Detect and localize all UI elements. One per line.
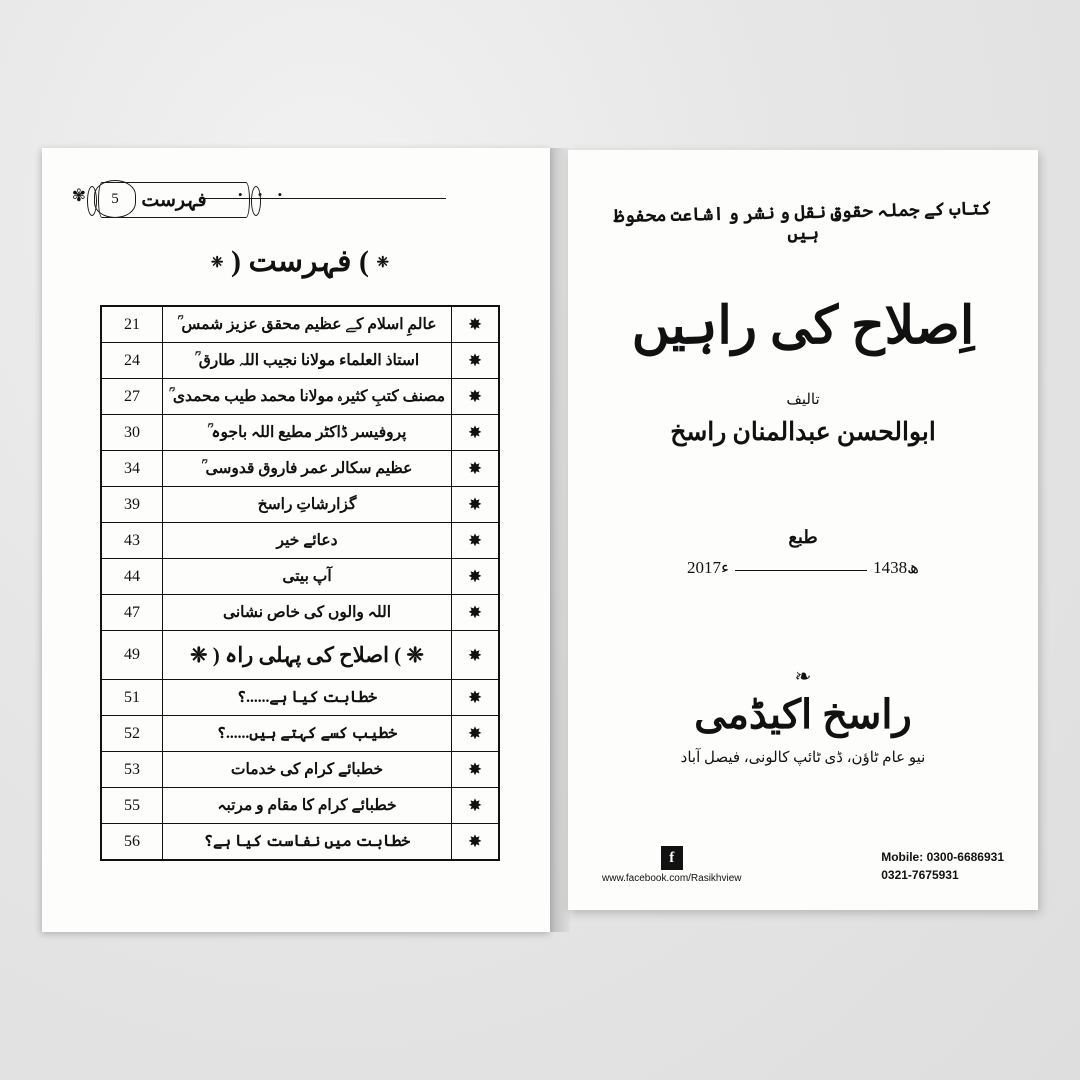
publisher-address: نیو عام ٹاؤن، ڈی ٹائپ کالونی، فیصل آباد [680, 750, 926, 766]
contents-title [88, 244, 512, 279]
toc-entry-page: 51 [101, 680, 163, 716]
toc-entry-title: استاذ العلماء مولانا نجیب اللہ طارق ؒ [163, 343, 452, 379]
facebook-block[interactable] [602, 846, 742, 884]
toc-entry-page: 27 [101, 379, 163, 415]
title-ornament-right-icon: ❈ [376, 255, 390, 271]
bullet-star-icon: ✸ [452, 451, 500, 487]
bullet-star-icon: ✸ [452, 523, 500, 559]
toc-entry-title: خطبائے کرام کا مقام و مرتبہ [163, 788, 452, 824]
right-page-title [568, 150, 1038, 910]
table-row [101, 752, 499, 788]
table-row [101, 523, 499, 559]
table-row [101, 716, 499, 752]
toc-entry-page: 55 [101, 788, 163, 824]
book-gutter [550, 148, 570, 932]
book-spread [42, 148, 1038, 932]
table-row [101, 595, 499, 631]
page-number: 5 [94, 180, 136, 218]
toc-entry-title: اللہ والوں کی خاص نشانی [163, 595, 452, 631]
bullet-star-icon: ✸ [452, 343, 500, 379]
bullet-star-icon: ✸ [452, 559, 500, 595]
table-row [101, 788, 499, 824]
title-open-paren: ) [359, 245, 370, 278]
bullet-star-icon: ✸ [452, 487, 500, 523]
publisher-ornament-icon: ❧ [794, 666, 812, 688]
toc-entry-page: 47 [101, 595, 163, 631]
author-name: ابوالحسن عبدالمنان راسخ [670, 419, 936, 446]
mobile-label: Mobile: [881, 850, 924, 865]
table-row [101, 379, 499, 415]
facebook-url[interactable]: www.facebook.com/Rasikhview [602, 873, 742, 884]
title-close-paren: ( [230, 245, 241, 278]
edition-years [687, 558, 919, 578]
bullet-star-icon: ✸ [452, 680, 500, 716]
table-row [101, 487, 499, 523]
toc-entry-page: 21 [101, 306, 163, 343]
toc-entry-title: دعائے خیر [163, 523, 452, 559]
publisher-name: راسخ اکیڈمی [694, 692, 912, 737]
bullet-star-icon: ✸ [452, 306, 500, 343]
bullet-star-icon: ✸ [452, 788, 500, 824]
bullet-star-icon: ✸ [452, 716, 500, 752]
toc-entry-title: خطابت میں نفاست کیا ہے؟ [163, 824, 452, 861]
title-text: فہرست [248, 245, 352, 278]
edition-year-ah: 1438ھ [873, 558, 919, 577]
copyright-notice: کتاب کے جملہ حقوقِ نقل و نشر و اشاعت محفوظ ہیں [613, 198, 992, 244]
toc-section-heading: ❈ ) اصلاح کی پہلی راہ ( ❈ [163, 631, 452, 680]
toc-entry-page: 34 [101, 451, 163, 487]
book-title: اِصلاح کی راہیں [631, 298, 975, 355]
author-label: تالیف [786, 392, 820, 408]
title-ornament-left-icon: ❈ [210, 255, 224, 271]
toc-entry-title: عالمِ اسلام کے عظیم محقق عزیز شمس ؒ [163, 306, 452, 343]
toc-entry-title: عظیم سکالر عمر فاروق قدوسی ؒ [163, 451, 452, 487]
toc-entry-page: 44 [101, 559, 163, 595]
table-row [101, 680, 499, 716]
table-row [101, 631, 499, 680]
table-row [101, 559, 499, 595]
toc-entry-page: 49 [101, 631, 163, 680]
toc-entry-title: آپ بیتی [163, 559, 452, 595]
table-of-contents [100, 305, 500, 861]
toc-entry-page: 56 [101, 824, 163, 861]
toc-entry-title: پروفیسر ڈاکٹر مطیع اللہ باجوہ ؒ [163, 415, 452, 451]
bullet-star-icon: ✸ [452, 631, 500, 680]
bullet-star-icon: ✸ [452, 415, 500, 451]
bullet-star-icon: ✸ [452, 379, 500, 415]
toc-entry-page: 43 [101, 523, 163, 559]
table-row [101, 306, 499, 343]
table-row [101, 343, 499, 379]
bullet-star-icon: ✸ [452, 824, 500, 861]
edition-year-ce: 2017ء [687, 558, 729, 577]
edition-label: طبع [788, 527, 818, 547]
toc-entry-title: مصنف کتبِ کثیرہ مولانا محمد طیب محمدی ؒ [163, 379, 452, 415]
mobile-numbers [881, 849, 1004, 884]
mobile-number-2: 0321-7675931 [881, 867, 959, 882]
toc-entry-title: خطابت کیا ہے......؟ [163, 680, 452, 716]
page-footer [602, 846, 1004, 884]
facebook-icon[interactable]: f [661, 846, 683, 870]
toc-entry-page: 39 [101, 487, 163, 523]
table-row [101, 451, 499, 487]
toc-entry-title: گزارشاتِ راسخ [163, 487, 452, 523]
toc-entry-page: 24 [101, 343, 163, 379]
bullet-star-icon: ✸ [452, 595, 500, 631]
toc-entry-page: 30 [101, 415, 163, 451]
toc-entry-page: 53 [101, 752, 163, 788]
header-cartouche-label: فہرست [98, 182, 250, 218]
header-ornament-icon: ✾ [71, 186, 86, 205]
edition-rule [735, 570, 867, 571]
toc-entry-title: خطیب کسے کہتے ہیں......؟ [163, 716, 452, 752]
left-page-header [71, 178, 512, 224]
header-dots: • • • [238, 187, 289, 202]
mobile-number-1: 0300-6686931 [926, 850, 1004, 865]
toc-entry-title: خطبائے کرام کی خدمات [163, 752, 452, 788]
table-row [101, 824, 499, 861]
bullet-star-icon: ✸ [452, 752, 500, 788]
toc-entry-page: 52 [101, 716, 163, 752]
left-page-contents [42, 148, 550, 932]
table-row [101, 415, 499, 451]
